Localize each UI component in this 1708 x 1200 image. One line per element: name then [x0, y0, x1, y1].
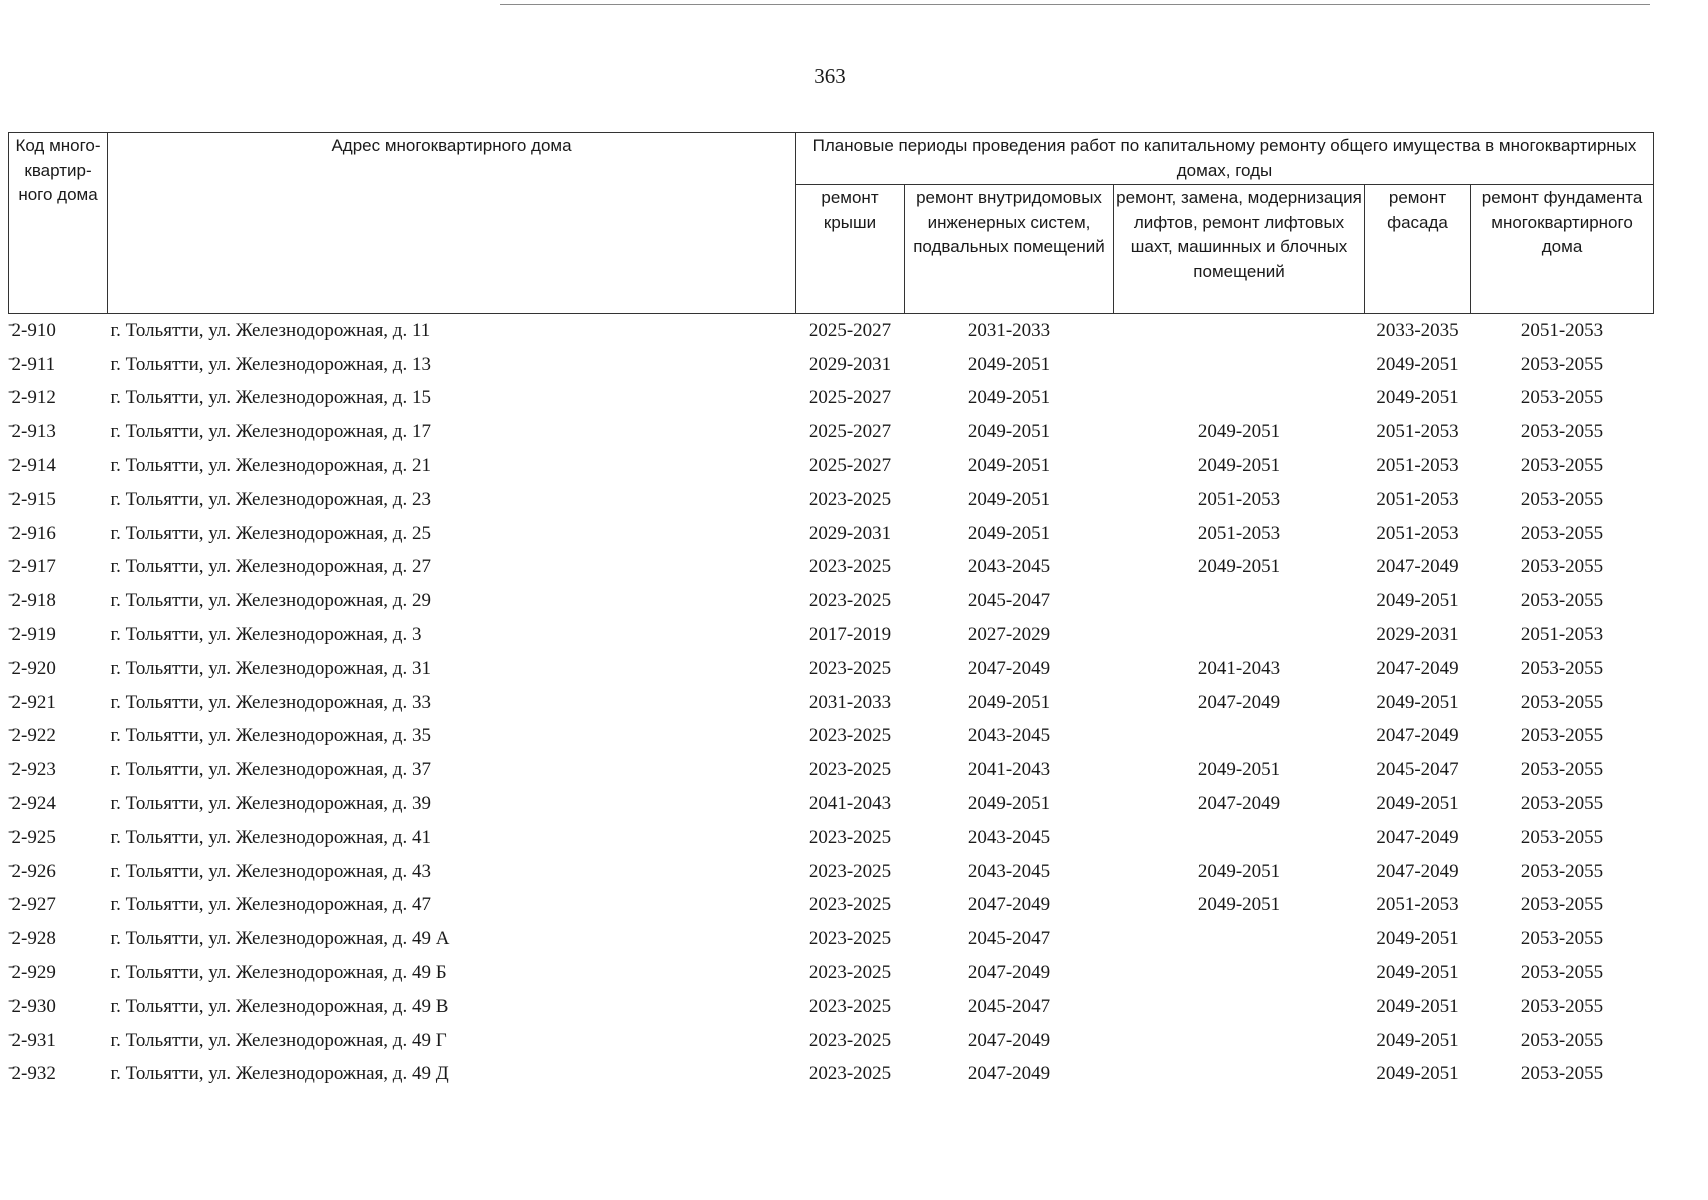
cell-address: г. Тольятти, ул. Железнодорожная, д. 43: [110, 860, 431, 882]
cell-engineering: 2047-2049: [967, 962, 1051, 984]
cell-engineering: 2049-2051: [967, 353, 1051, 375]
cell-address: г. Тольятти, ул. Железнодорожная, д. 3: [110, 624, 422, 646]
table-row: [9, 517, 1654, 551]
cell-foundation: 2053-2055: [1520, 928, 1604, 950]
cell-elevators: [1114, 720, 1365, 754]
header-roof: ремонт крыши: [796, 185, 905, 314]
cell-foundation: 2053-2055: [1520, 421, 1604, 443]
cell-address: г. Тольятти, ул. Железнодорожная, д. 49 Б: [110, 962, 447, 984]
table-row: [9, 415, 1654, 449]
cell-engineering: 2043-2045: [967, 725, 1051, 747]
cell-facade: 2051-2053: [1376, 455, 1459, 477]
cell-engineering: 2045-2047: [967, 590, 1051, 612]
cell-facade: 2051-2053: [1376, 894, 1459, 916]
cell-roof: 2023-2025: [808, 725, 892, 747]
cell-elevators: [1114, 314, 1365, 348]
cell-elevators: 2049-2051: [1197, 860, 1281, 882]
cell-facade: 2045-2047: [1376, 759, 1459, 781]
cell-facade: 2049-2051: [1376, 928, 1459, 950]
cell-roof: 2023-2025: [808, 928, 892, 950]
cell-roof: 2025-2027: [808, 319, 892, 341]
cell-roof: 2025-2027: [808, 421, 892, 443]
cell-facade: 2049-2051: [1376, 691, 1459, 713]
header-periods-group: Плановые периоды проведения работ по капитальному ремонту общего имущества в многоквартирных домах, годы: [796, 133, 1654, 185]
cell-address: г. Тольятти, ул. Железнодорожная, д. 27: [110, 556, 431, 578]
table-row: [9, 686, 1654, 720]
cell-code: ̄2-931: [11, 1029, 56, 1051]
cell-roof: 2023-2025: [808, 1063, 892, 1085]
cell-engineering: 2049-2051: [967, 691, 1051, 713]
cell-elevators: 2049-2051: [1197, 894, 1281, 916]
cell-address: г. Тольятти, ул. Железнодорожная, д. 29: [110, 590, 431, 612]
cell-engineering: 2045-2047: [967, 928, 1051, 950]
cell-facade: 2049-2051: [1376, 387, 1459, 409]
cell-engineering: 2047-2049: [967, 1029, 1051, 1051]
cell-foundation: 2053-2055: [1520, 1063, 1604, 1085]
table-row: [9, 584, 1654, 618]
cell-code: ̄2-919: [11, 624, 56, 646]
cell-address: г. Тольятти, ул. Железнодорожная, д. 21: [110, 455, 431, 477]
cell-foundation: 2053-2055: [1520, 556, 1604, 578]
cell-roof: 2029-2031: [808, 353, 892, 375]
cell-elevators: 2051-2053: [1197, 522, 1281, 544]
cell-facade: 2051-2053: [1376, 522, 1459, 544]
cell-address: г. Тольятти, ул. Железнодорожная, д. 41: [110, 826, 431, 848]
cell-address: г. Тольятти, ул. Железнодорожная, д. 23: [110, 488, 431, 510]
cell-elevators: 2049-2051: [1197, 421, 1281, 443]
cell-foundation: 2051-2053: [1520, 624, 1604, 646]
cell-facade: 2047-2049: [1376, 826, 1459, 848]
cell-address: г. Тольятти, ул. Железнодорожная, д. 13: [110, 353, 431, 375]
cell-elevators: [1114, 382, 1365, 416]
cell-foundation: 2053-2055: [1520, 793, 1604, 815]
cell-foundation: 2053-2055: [1520, 962, 1604, 984]
cell-foundation: 2053-2055: [1520, 995, 1604, 1017]
cell-foundation: 2053-2055: [1520, 759, 1604, 781]
cell-code: ̄2-914: [11, 455, 56, 477]
cell-foundation: 2051-2053: [1520, 319, 1604, 341]
cell-roof: 2025-2027: [808, 387, 892, 409]
cell-address: г. Тольятти, ул. Железнодорожная, д. 31: [110, 657, 431, 679]
cell-foundation: 2053-2055: [1520, 725, 1604, 747]
cell-address: г. Тольятти, ул. Железнодорожная, д. 49 Г: [110, 1029, 447, 1051]
table-row: [9, 855, 1654, 889]
cell-address: г. Тольятти, ул. Железнодорожная, д. 49 А: [110, 928, 450, 950]
cell-roof: 2023-2025: [808, 995, 892, 1017]
cell-engineering: 2045-2047: [967, 995, 1051, 1017]
cell-engineering: 2027-2029: [967, 624, 1051, 646]
cell-code: ̄2-917: [11, 556, 56, 578]
cell-roof: 2023-2025: [808, 759, 892, 781]
cell-code: ̄2-925: [11, 826, 56, 848]
header-address: Адрес многоквартирного дома: [108, 133, 796, 314]
cell-address: г. Тольятти, ул. Железнодорожная, д. 49 В: [110, 995, 449, 1017]
cell-foundation: 2053-2055: [1520, 590, 1604, 612]
cell-facade: 2051-2053: [1376, 488, 1459, 510]
header-facade: ремонт фасада: [1365, 185, 1471, 314]
cell-foundation: 2053-2055: [1520, 522, 1604, 544]
table-row: [9, 314, 1654, 348]
cell-foundation: 2053-2055: [1520, 455, 1604, 477]
cell-elevators: [1114, 348, 1365, 382]
cell-roof: 2017-2019: [808, 624, 892, 646]
cell-roof: 2023-2025: [808, 826, 892, 848]
cell-engineering: 2049-2051: [967, 455, 1051, 477]
cell-engineering: 2047-2049: [967, 1063, 1051, 1085]
cell-code: ̄2-929: [11, 962, 56, 984]
cell-roof: 2023-2025: [808, 556, 892, 578]
cell-roof: 2023-2025: [808, 894, 892, 916]
cell-facade: 2049-2051: [1376, 1029, 1459, 1051]
page-number: 363: [814, 64, 846, 88]
table-row: [9, 956, 1654, 990]
cell-code: ̄2-918: [11, 590, 56, 612]
top-rule: [500, 4, 1650, 5]
table-row: [9, 1024, 1654, 1058]
cell-elevators: 2049-2051: [1197, 759, 1281, 781]
cell-elevators: 2041-2043: [1197, 657, 1281, 679]
cell-facade: 2049-2051: [1376, 590, 1459, 612]
table-row: [9, 382, 1654, 416]
cell-code: ̄2-921: [11, 691, 56, 713]
table-row: [9, 483, 1654, 517]
cell-address: г. Тольятти, ул. Железнодорожная, д. 15: [110, 387, 431, 409]
cell-foundation: 2053-2055: [1520, 860, 1604, 882]
table-body: [9, 314, 1654, 1092]
cell-foundation: 2053-2055: [1520, 1029, 1604, 1051]
cell-engineering: 2031-2033: [967, 319, 1051, 341]
header-code: Код много-квартир-ного дома: [9, 133, 108, 314]
table-row: [9, 551, 1654, 585]
cell-facade: 2049-2051: [1376, 793, 1459, 815]
cell-engineering: 2047-2049: [967, 894, 1051, 916]
cell-elevators: 2047-2049: [1197, 793, 1281, 815]
table-header: [9, 133, 1654, 314]
cell-engineering: 2047-2049: [967, 657, 1051, 679]
cell-elevators: [1114, 1024, 1365, 1058]
table-row: [9, 449, 1654, 483]
table-row: [9, 348, 1654, 382]
cell-roof: 2029-2031: [808, 522, 892, 544]
cell-address: г. Тольятти, ул. Железнодорожная, д. 49 Д: [110, 1063, 449, 1085]
cell-code: ̄2-912: [11, 387, 56, 409]
cell-roof: 2023-2025: [808, 962, 892, 984]
cell-facade: 2049-2051: [1376, 353, 1459, 375]
cell-elevators: [1114, 922, 1365, 956]
cell-elevators: 2047-2049: [1197, 691, 1281, 713]
cell-address: г. Тольятти, ул. Железнодорожная, д. 25: [110, 522, 431, 544]
cell-foundation: 2053-2055: [1520, 488, 1604, 510]
cell-code: ̄2-913: [11, 421, 56, 443]
cell-address: г. Тольятти, ул. Железнодорожная, д. 11: [110, 319, 431, 341]
cell-elevators: 2051-2053: [1197, 488, 1281, 510]
cell-facade: 2047-2049: [1376, 725, 1459, 747]
cell-roof: 2023-2025: [808, 657, 892, 679]
cell-facade: 2051-2053: [1376, 421, 1459, 443]
cell-foundation: 2053-2055: [1520, 691, 1604, 713]
cell-address: г. Тольятти, ул. Железнодорожная, д. 37: [110, 759, 431, 781]
cell-foundation: 2053-2055: [1520, 894, 1604, 916]
cell-facade: 2047-2049: [1376, 657, 1459, 679]
cell-roof: 2041-2043: [808, 793, 892, 815]
table-row: [9, 720, 1654, 754]
cell-elevators: [1114, 821, 1365, 855]
cell-engineering: 2043-2045: [967, 556, 1051, 578]
cell-facade: 2049-2051: [1376, 962, 1459, 984]
cell-roof: 2031-2033: [808, 691, 892, 713]
cell-code: ̄2-910: [11, 319, 56, 341]
cell-facade: 2029-2031: [1376, 624, 1459, 646]
cell-roof: 2025-2027: [808, 455, 892, 477]
cell-code: ̄2-928: [11, 928, 56, 950]
cell-facade: 2049-2051: [1376, 995, 1459, 1017]
header-elevators: ремонт, замена, модернизация лифтов, ремонт лифтовых шахт, машинных и блочных помещений: [1114, 185, 1365, 314]
cell-elevators: [1114, 1058, 1365, 1092]
table-row: [9, 618, 1654, 652]
table-row: [9, 753, 1654, 787]
cell-foundation: 2053-2055: [1520, 657, 1604, 679]
cell-code: ̄2-922: [11, 725, 56, 747]
cell-elevators: [1114, 956, 1365, 990]
cell-engineering: 2043-2045: [967, 826, 1051, 848]
cell-address: г. Тольятти, ул. Железнодорожная, д. 17: [110, 421, 431, 443]
cell-foundation: 2053-2055: [1520, 353, 1604, 375]
cell-facade: 2047-2049: [1376, 556, 1459, 578]
cell-roof: 2023-2025: [808, 590, 892, 612]
cell-code: ̄2-924: [11, 793, 56, 815]
cell-elevators: [1114, 584, 1365, 618]
table-row: [9, 889, 1654, 923]
cell-address: г. Тольятти, ул. Железнодорожная, д. 33: [110, 691, 431, 713]
cell-engineering: 2049-2051: [967, 387, 1051, 409]
cell-roof: 2023-2025: [808, 1029, 892, 1051]
cell-elevators: 2049-2051: [1197, 455, 1281, 477]
cell-elevators: [1114, 990, 1365, 1024]
cell-engineering: 2043-2045: [967, 860, 1051, 882]
header-foundation: ремонт фундамента многоквартирного дома: [1471, 185, 1654, 314]
cell-code: ̄2-926: [11, 860, 56, 882]
cell-code: ̄2-915: [11, 488, 56, 510]
cell-code: ̄2-923: [11, 759, 56, 781]
cell-elevators: [1114, 618, 1365, 652]
cell-address: г. Тольятти, ул. Железнодорожная, д. 35: [110, 725, 431, 747]
cell-facade: 2033-2035: [1376, 319, 1459, 341]
cell-address: г. Тольятти, ул. Железнодорожная, д. 39: [110, 793, 431, 815]
cell-engineering: 2049-2051: [967, 522, 1051, 544]
table-row: [9, 1058, 1654, 1092]
table-row: [9, 922, 1654, 956]
table-row: [9, 821, 1654, 855]
cell-facade: 2049-2051: [1376, 1063, 1459, 1085]
cell-code: ̄2-927: [11, 894, 56, 916]
capital-repair-table: [8, 132, 1654, 1091]
cell-roof: 2023-2025: [808, 488, 892, 510]
cell-code: ̄2-932: [11, 1063, 56, 1085]
cell-code: ̄2-930: [11, 995, 56, 1017]
cell-code: ̄2-920: [11, 657, 56, 679]
table-row: [9, 990, 1654, 1024]
cell-engineering: 2049-2051: [967, 488, 1051, 510]
cell-engineering: 2049-2051: [967, 421, 1051, 443]
table-row: [9, 652, 1654, 686]
table-row: [9, 787, 1654, 821]
cell-address: г. Тольятти, ул. Железнодорожная, д. 47: [110, 894, 431, 916]
cell-roof: 2023-2025: [808, 860, 892, 882]
header-engineering: ремонт внутридомовых инженерных систем, подвальных помещений: [905, 185, 1114, 314]
cell-elevators: 2049-2051: [1197, 556, 1281, 578]
cell-code: ̄2-916: [11, 522, 56, 544]
cell-engineering: 2049-2051: [967, 793, 1051, 815]
cell-engineering: 2041-2043: [967, 759, 1051, 781]
cell-code: ̄2-911: [11, 353, 56, 375]
cell-facade: 2047-2049: [1376, 860, 1459, 882]
cell-foundation: 2053-2055: [1520, 826, 1604, 848]
cell-foundation: 2053-2055: [1520, 387, 1604, 409]
